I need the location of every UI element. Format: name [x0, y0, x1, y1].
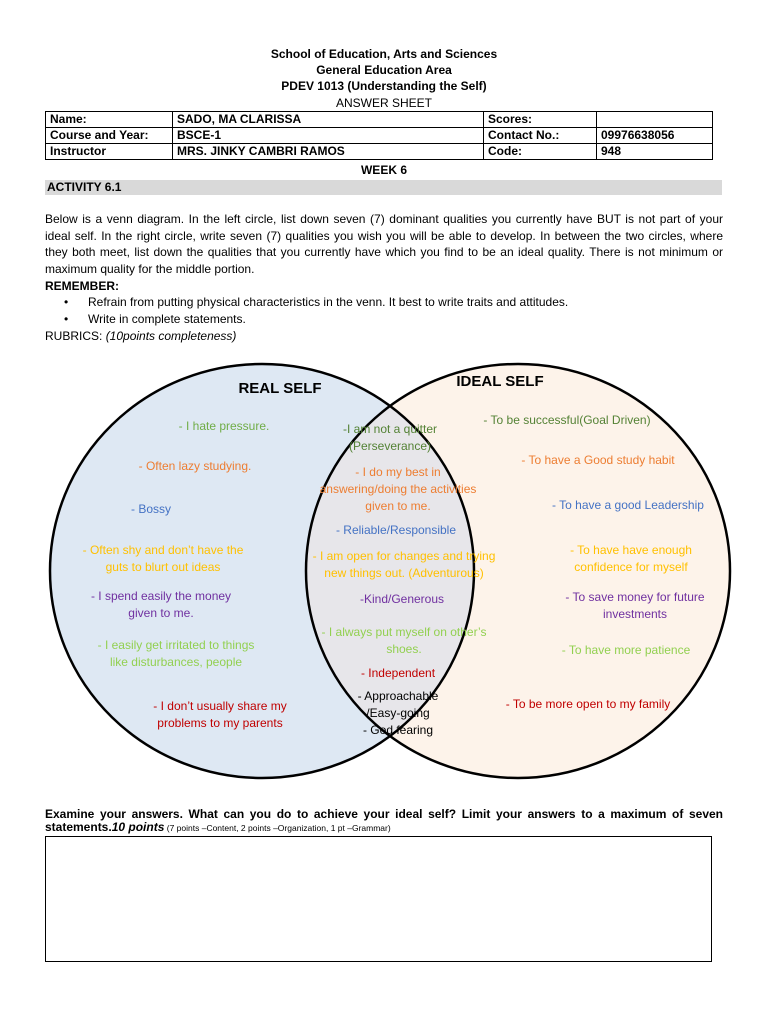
examine-text: Examine your answers. What can you do to achieve your ideal self? Limit your answers to a maximum of seven statements. [45, 807, 723, 834]
examine-prompt [45, 808, 723, 835]
bullet-text: Write in complete statements. [88, 312, 246, 326]
instructor-label: Instructor [46, 144, 173, 160]
ideal-self-item: - To have more patience [561, 643, 691, 657]
activity-title: ACTIVITY 6.1 [45, 180, 722, 195]
overlap-item: - I do my best in answering/doing the activities given to me. [319, 465, 477, 513]
real-self-title: REAL SELF [238, 380, 322, 397]
real-self-item: - I easily get irritated to things like disturbances, people [97, 638, 255, 669]
area-name: General Education Area [316, 63, 452, 77]
overlap-item: - Independent [360, 666, 436, 680]
ideal-self-item: - To save money for future investments [565, 590, 705, 621]
scores-label: Scores: [484, 112, 597, 128]
examine-points: 10 points [111, 820, 165, 834]
ideal-self-item: - To have a Good study habit [521, 453, 675, 467]
table-row [46, 128, 713, 144]
examine-breakdown: (7 points –Content, 2 points –Organization, 1 pt –Grammar) [164, 823, 391, 833]
instructions-paragraph: Below is a venn diagram. In the left circle, list down seven (7) dominant qualities you currently have BUT is not part of your ideal self. In the right circle, write seven (7) qualities you wish you will be able to develop. In between the two circles, where they both meet, list down the qualities that you currently have which you find to be an ideal quality. There is not minimum or maximum quality for the middle portion. [45, 212, 723, 276]
overlap-item: - Approachable /Easy-going - God fearing [357, 689, 439, 737]
rubrics-line [45, 329, 236, 343]
real-self-item: - I spend easily the money given to me. [90, 589, 232, 620]
table-row [46, 112, 713, 128]
instructor-value: MRS. JINKY CAMBRI RAMOS [173, 144, 484, 160]
ideal-self-item: - To be more open to my family [505, 697, 671, 711]
rubrics-label: RUBRICS: [45, 329, 106, 343]
answer-box[interactable] [45, 836, 712, 962]
overlap-item: - I always put myself on other’s shoes. [321, 625, 487, 656]
ideal-self-item: - To be successful(Goal Driven) [483, 413, 651, 427]
overlap-item: -Kind/Generous [359, 592, 445, 606]
student-info-table [45, 111, 713, 160]
rubrics-value: (10points completeness) [105, 329, 237, 343]
scores-value [597, 112, 713, 128]
list-item [64, 312, 246, 326]
list-item [64, 295, 568, 309]
real-self-item: - I hate pressure. [178, 419, 270, 433]
overlap-item: -I am not a quitter (Perseverance) [342, 422, 438, 453]
overlap-item: - I am open for changes and trying new things out. (Adventurous) [312, 549, 496, 580]
course-year-label: Course and Year: [46, 128, 173, 144]
overlap-item: - Reliable/Responsible [335, 523, 457, 537]
bullet-icon: • [64, 295, 69, 309]
ideal-self-item: - To have a good Leadership [552, 498, 704, 512]
course-year-value: BSCE-1 [173, 128, 484, 144]
table-row [46, 144, 713, 160]
bullet-icon: • [64, 312, 69, 326]
real-self-item: - Often lazy studying. [138, 459, 252, 473]
real-self-item: - I don’t usually share my problems to my parents [153, 699, 287, 730]
code-value: 948 [597, 144, 713, 160]
school-name: School of Education, Arts and Sciences [270, 47, 498, 61]
real-self-item: - Bossy [130, 502, 172, 516]
name-label: Name: [46, 112, 173, 128]
ideal-self-item: - To have have enough confidence for myself [570, 543, 692, 574]
remember-heading: REMEMBER: [45, 279, 119, 293]
contact-value: 09976638056 [597, 128, 713, 144]
name-value: SADO, MA CLARISSA [173, 112, 484, 128]
ideal-self-title: IDEAL SELF [456, 373, 544, 390]
bullet-text: Refrain from putting physical characteristics in the venn. It best to write traits and attitudes. [88, 295, 569, 309]
sheet-title: ANSWER SHEET [335, 96, 432, 110]
code-label: Code: [484, 144, 597, 160]
contact-label: Contact No.: [484, 128, 597, 144]
real-self-item: - Often shy and don’t have the guts to blurt out ideas [82, 543, 244, 574]
course-title: PDEV 1013 (Understanding the Self) [281, 79, 487, 93]
week-label: WEEK 6 [360, 163, 407, 177]
